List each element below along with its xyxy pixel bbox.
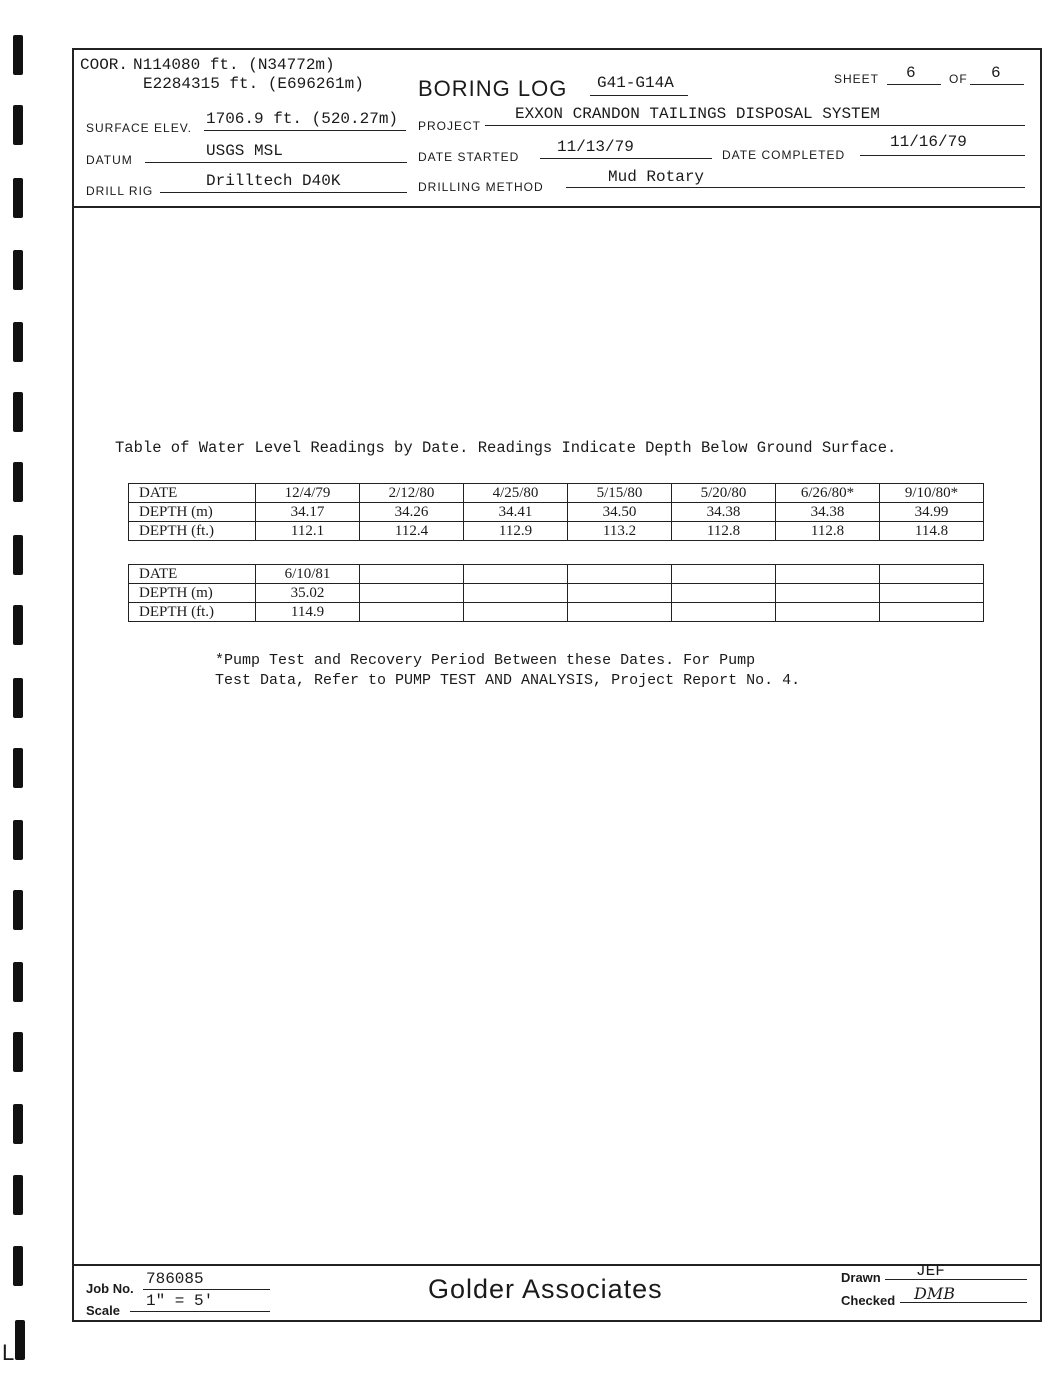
row-label: DEPTH (ft.): [129, 603, 256, 622]
table-cell: 34.41: [464, 503, 568, 522]
table-cell: [568, 584, 672, 603]
table-cell: [672, 565, 776, 584]
sheet-total-underline: [970, 84, 1024, 85]
table-cell: 114.9: [256, 603, 360, 622]
project-value: EXXON CRANDON TAILINGS DISPOSAL SYSTEM: [515, 105, 880, 123]
binder-hole: [13, 322, 23, 362]
table-cell: [776, 565, 880, 584]
table-cell: [672, 603, 776, 622]
edge-mark: L: [2, 1340, 15, 1365]
date-started-label: DATE STARTED: [418, 150, 520, 164]
binder-hole: [13, 748, 23, 788]
date-completed-label: DATE COMPLETED: [722, 148, 846, 162]
footer-divider: [72, 1264, 1042, 1266]
table-cell: 34.38: [776, 503, 880, 522]
table-row: [129, 484, 984, 503]
binder-hole: [13, 678, 23, 718]
drill-rig-value: Drilltech D40K: [206, 172, 341, 190]
table-cell: [360, 603, 464, 622]
row-label: DEPTH (m): [129, 584, 256, 603]
drawn-underline: [885, 1279, 1027, 1280]
table-cell: [464, 603, 568, 622]
date-completed-value: 11/16/79: [890, 133, 967, 151]
table-cell: [360, 565, 464, 584]
table-row: [129, 603, 984, 622]
table-row: [129, 503, 984, 522]
table-row: [129, 584, 984, 603]
company-name: Golder Associates: [428, 1274, 663, 1304]
table-cell: [672, 584, 776, 603]
table-cell: 114.8: [880, 522, 984, 541]
datum-underline: [145, 162, 407, 163]
table-cell: 34.26: [360, 503, 464, 522]
binder-hole: [13, 462, 23, 502]
surface-elev-value: 1706.9 ft. (520.27m): [206, 110, 399, 128]
binder-hole: [13, 1032, 23, 1072]
binder-hole: [13, 962, 23, 1002]
of-label: OF: [949, 72, 968, 86]
checked-underline: [900, 1302, 1027, 1303]
binder-hole: [15, 1320, 25, 1360]
row-label: DEPTH (m): [129, 503, 256, 522]
scale-label: Scale: [86, 1303, 120, 1318]
project-underline: [485, 125, 1025, 126]
table-cell: 35.02: [256, 584, 360, 603]
page-title: BORING LOG: [418, 76, 568, 101]
date-started-underline: [540, 158, 712, 159]
surface-elev-label: SURFACE ELEV.: [86, 121, 192, 135]
drilling-method-label: DRILLING METHOD: [418, 180, 544, 194]
drilling-method-value: Mud Rotary: [608, 168, 705, 186]
footnote-line-1: *Pump Test and Recovery Period Between these Dates. For Pump: [215, 652, 756, 669]
job-no-underline: [143, 1289, 270, 1290]
job-no-value: 786085: [146, 1270, 204, 1288]
table-cell: 112.4: [360, 522, 464, 541]
checked-initials: DMB: [914, 1284, 955, 1303]
binder-hole: [13, 1175, 23, 1215]
datum-label: DATUM: [86, 153, 133, 167]
table-cell: 6/26/80*: [776, 484, 880, 503]
date-started-value: 11/13/79: [557, 138, 634, 156]
table-cell: 34.99: [880, 503, 984, 522]
date-completed-underline: [860, 155, 1025, 156]
drawn-label: Drawn: [841, 1270, 881, 1285]
sheet-label: SHEET: [834, 72, 880, 86]
scale-underline: [130, 1311, 270, 1312]
table-cell: 4/25/80: [464, 484, 568, 503]
drawn-value: JEF: [916, 1262, 945, 1280]
binder-hole: [13, 250, 23, 290]
water-level-table-2: [128, 564, 984, 622]
table-cell: 5/20/80: [672, 484, 776, 503]
table-cell: 34.50: [568, 503, 672, 522]
table-cell: [464, 565, 568, 584]
coor-label: COOR.: [80, 56, 129, 74]
table-cell: 112.8: [776, 522, 880, 541]
table-cell: 112.1: [256, 522, 360, 541]
table-cell: 113.2: [568, 522, 672, 541]
project-label: PROJECT: [418, 119, 482, 133]
binder-hole: [13, 890, 23, 930]
table-cell: 12/4/79: [256, 484, 360, 503]
coor-north: N114080 ft. (N34772m): [133, 56, 335, 74]
table-caption: Table of Water Level Readings by Date. Readings Indicate Depth Below Ground Surface.: [115, 439, 897, 457]
surface-elev-underline: [204, 130, 406, 131]
sheet-total: 6: [991, 64, 1001, 82]
table-cell: 112.8: [672, 522, 776, 541]
row-label: DATE: [129, 565, 256, 584]
table-cell: [880, 584, 984, 603]
sheet-number: 6: [906, 64, 916, 82]
drill-rig-underline: [160, 192, 407, 193]
table-cell: [776, 603, 880, 622]
binder-hole: [13, 392, 23, 432]
table-cell: 34.17: [256, 503, 360, 522]
job-no-label: Job No.: [86, 1281, 134, 1296]
table-cell: [464, 584, 568, 603]
table-cell: [776, 584, 880, 603]
table-cell: 34.38: [672, 503, 776, 522]
table-cell: 5/15/80: [568, 484, 672, 503]
table-cell: [568, 565, 672, 584]
table-cell: 112.9: [464, 522, 568, 541]
binder-hole: [13, 535, 23, 575]
table-cell: 6/10/81: [256, 565, 360, 584]
table-cell: 2/12/80: [360, 484, 464, 503]
scale-value: 1" = 5': [146, 1292, 214, 1310]
coor-east: E2284315 ft. (E696261m): [143, 75, 364, 93]
datum-value: USGS MSL: [206, 142, 283, 160]
sheet-number-underline: [887, 84, 941, 85]
table-cell: [880, 603, 984, 622]
binder-hole: [13, 1246, 23, 1286]
binder-hole: [13, 1104, 23, 1144]
checked-label: Checked: [841, 1293, 896, 1308]
binder-hole: [13, 35, 23, 75]
footnote-line-2: Test Data, Refer to PUMP TEST AND ANALYSIS, Project Report No. 4.: [215, 672, 801, 689]
binder-hole: [13, 105, 23, 145]
binder-hole: [13, 820, 23, 860]
boring-id: G41-G14A: [597, 74, 674, 92]
row-label: DEPTH (ft.): [129, 522, 256, 541]
table-row: [129, 522, 984, 541]
binder-hole: [13, 178, 23, 218]
drilling-method-underline: [566, 187, 1025, 188]
table-cell: [880, 565, 984, 584]
binder-hole: [13, 605, 23, 645]
table-cell: [360, 584, 464, 603]
table-cell: 9/10/80*: [880, 484, 984, 503]
header-divider: [72, 206, 1042, 208]
drill-rig-label: DRILL RIG: [86, 184, 154, 198]
boring-id-underline: [590, 95, 688, 96]
table-row: [129, 565, 984, 584]
table-cell: [568, 603, 672, 622]
water-level-table-1: [128, 483, 984, 541]
row-label: DATE: [129, 484, 256, 503]
